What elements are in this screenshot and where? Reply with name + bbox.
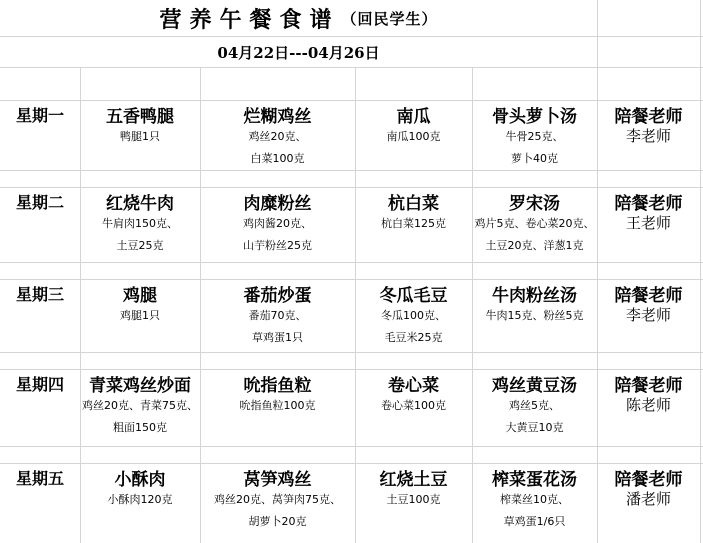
grid-hline	[0, 170, 703, 171]
ingredient-line: 鸡丝20克、青菜75克、	[82, 399, 198, 412]
ingredient-line: 冬瓜100克、	[381, 309, 446, 322]
ingredient-line: 鸡丝20克、	[248, 130, 307, 143]
dish-name: 冬瓜毛豆	[379, 285, 448, 306]
ingredient-line	[80, 148, 200, 168]
dish-name: 番茄炒蛋	[243, 285, 312, 306]
ingredient-line: 鸡腿1只	[120, 309, 160, 322]
ingredient-line: 牛骨25克、	[505, 130, 564, 143]
dish-name: 榨菜蛋花汤	[492, 469, 577, 490]
ingredient-line: 番茄70克、	[248, 309, 307, 322]
menu-title	[0, 2, 597, 34]
dish-name: 小酥肉	[114, 469, 166, 490]
ingredient-line: 南瓜100克	[386, 130, 441, 143]
weekday-label: 星期四	[15, 374, 64, 394]
weekday-label: 星期五	[15, 468, 64, 488]
dish-name: 莴笋鸡丝	[243, 469, 312, 490]
ingredient-line: 鸡片5克、卷心菜20克、	[474, 217, 595, 230]
teacher-name: 李老师	[625, 126, 671, 145]
accompany-teacher-label: 陪餐老师	[614, 375, 683, 396]
ingredient-line	[200, 417, 355, 437]
ingredient-line: 牛肉15克、粉丝5克	[485, 309, 584, 322]
ingredient-line	[355, 148, 472, 168]
dish-name: 南瓜	[396, 106, 431, 127]
ingredient-line: 土豆100克	[386, 493, 441, 506]
date-range: 04月22日---04月26日	[217, 43, 380, 62]
ingredient-line: 土豆20克、洋葱1克	[485, 239, 584, 252]
ingredient-line: 土豆25克	[116, 239, 164, 252]
ingredient-line	[355, 417, 472, 437]
ingredient-line: 卷心菜100克	[381, 399, 446, 412]
accompany-teacher-label: 陪餐老师	[614, 285, 683, 306]
ingredient-line: 粗面150克	[113, 421, 167, 434]
ingredient-line: 牛肩肉150克、	[102, 217, 178, 230]
ingredient-line: 大黄豆10克	[505, 421, 564, 434]
weekday-label: 星期三	[15, 284, 64, 304]
grid-hline	[0, 262, 703, 263]
ingredient-line: 毛豆米25克	[384, 331, 443, 344]
ingredient-line	[355, 235, 472, 255]
weekday-label: 星期二	[15, 192, 64, 212]
ingredient-line: 杭白菜125克	[381, 217, 446, 230]
title-text: 营养午餐食谱	[159, 6, 340, 33]
dish-name: 杭白菜	[388, 193, 439, 214]
dish-name: 五香鸭腿	[106, 106, 174, 127]
dish-name: 吮指鱼粒	[243, 375, 312, 396]
dish-name: 罗宋汤	[509, 193, 560, 214]
dish-name: 青菜鸡丝炒面	[89, 375, 191, 396]
teacher-name: 王老师	[625, 213, 671, 232]
grid-vline	[597, 0, 598, 543]
grid-hline	[0, 446, 703, 447]
dish-name: 烂糊鸡丝	[243, 106, 312, 127]
dish-name: 肉糜粉丝	[243, 193, 312, 214]
accompany-teacher-label: 陪餐老师	[614, 193, 683, 214]
dish-name: 鸡腿	[123, 285, 157, 306]
dish-name: 骨头萝卜汤	[492, 106, 577, 127]
ingredient-line: 小酥肉120克	[107, 493, 173, 506]
dish-name: 牛肉粉丝汤	[492, 285, 577, 306]
accompany-teacher-label: 陪餐老师	[614, 469, 683, 490]
ingredient-line	[80, 327, 200, 347]
ingredient-line	[355, 511, 472, 531]
ingredient-line	[80, 511, 200, 531]
ingredient-line: 草鸡蛋1只	[252, 331, 303, 344]
dish-name: 卷心菜	[388, 375, 439, 396]
teacher-name: 陈老师	[625, 395, 671, 414]
ingredient-line: 鸭腿1只	[120, 130, 160, 143]
ingredient-line: 鸡丝5克、	[509, 399, 560, 412]
ingredient-line: 鸡丝20克、莴笋肉75克、	[214, 493, 341, 506]
dish-name: 鸡丝黄豆汤	[492, 375, 577, 396]
teacher-name: 李老师	[625, 305, 671, 324]
dish-name: 红烧牛肉	[106, 193, 174, 214]
ingredient-line: 胡萝卜20克	[248, 515, 307, 528]
ingredient-line: 榨菜丝10克、	[500, 493, 569, 506]
grid-hline	[0, 352, 703, 353]
ingredient-line: 山芋粉丝25克	[243, 239, 312, 252]
ingredient-line	[472, 327, 597, 347]
ingredient-line: 吮指鱼粒100克	[239, 399, 316, 412]
ingredient-line: 草鸡蛋1/6只	[503, 515, 566, 528]
teacher-name: 潘老师	[625, 489, 671, 508]
grid-hline	[0, 36, 703, 37]
ingredient-line: 萝卜40克	[511, 152, 558, 165]
weekday-label: 星期一	[15, 105, 64, 125]
accompany-teacher-label: 陪餐老师	[614, 106, 683, 127]
grid-hline	[0, 67, 703, 68]
dish-name: 红烧土豆	[379, 469, 448, 490]
ingredient-line: 鸡肉酱20克、	[243, 217, 312, 230]
subtitle-text: （回民学生）	[341, 9, 438, 28]
grid-vline	[700, 0, 701, 543]
ingredient-line: 白菜100克	[250, 152, 305, 165]
